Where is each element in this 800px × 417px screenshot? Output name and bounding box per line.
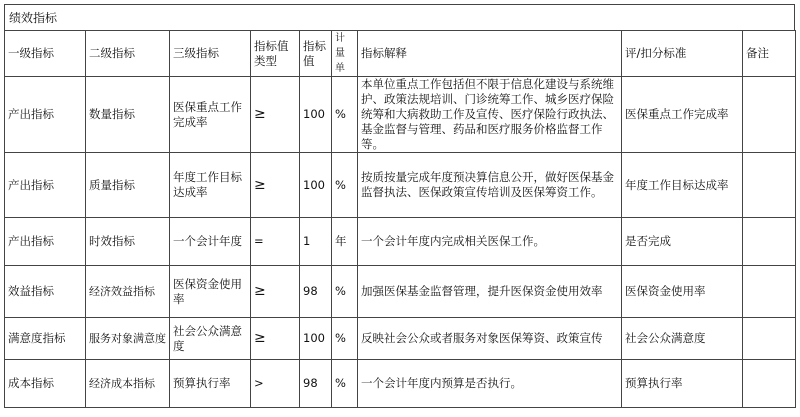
cell-unit: % <box>332 318 358 360</box>
cell-remarks <box>743 77 796 153</box>
cell-scoring: 预算执行率 <box>622 360 743 408</box>
cell-level2: 经济效益指标 <box>86 266 170 318</box>
cell-level2: 质量指标 <box>86 153 170 218</box>
table-row <box>5 318 796 360</box>
cell-remarks <box>743 153 796 218</box>
header-scoring: 评/扣分标准 <box>622 31 743 77</box>
cell-level1: 成本指标 <box>5 360 86 408</box>
cell-level3: 医保资金使用率 <box>170 266 251 318</box>
cell-value-type: ≥ <box>251 77 300 153</box>
cell-level3: 医保重点工作完成率 <box>170 77 251 153</box>
cell-level2: 服务对象满意度 <box>86 318 170 360</box>
cell-remarks <box>743 318 796 360</box>
header-value: 指标值 <box>300 31 332 77</box>
cell-remarks <box>743 360 796 408</box>
cell-value: 98 <box>300 266 332 318</box>
cell-value-type: ≥ <box>251 318 300 360</box>
cell-value-type: = <box>251 218 300 266</box>
cell-level3: 社会公众满意度 <box>170 318 251 360</box>
cell-scoring: 社会公众满意度 <box>622 318 743 360</box>
cell-explanation: 一个会计年度内预算是否执行。 <box>358 360 622 408</box>
cell-level1: 产出指标 <box>5 77 86 153</box>
cell-scoring: 医保重点工作完成率 <box>622 77 743 153</box>
header-level3: 三级指标 <box>170 31 251 77</box>
cell-level2: 经济成本指标 <box>86 360 170 408</box>
cell-level1: 产出指标 <box>5 218 86 266</box>
cell-remarks <box>743 218 796 266</box>
cell-unit: 年 <box>332 218 358 266</box>
table-row <box>5 153 796 218</box>
cell-unit: % <box>332 266 358 318</box>
table-row <box>5 266 796 318</box>
cell-level1: 效益指标 <box>5 266 86 318</box>
header-value-type: 指标值类型 <box>251 31 300 77</box>
cell-value: 98 <box>300 360 332 408</box>
header-unit: 计量单 <box>332 31 358 77</box>
cell-scoring: 是否完成 <box>622 218 743 266</box>
cell-level1: 满意度指标 <box>5 318 86 360</box>
cell-explanation: 本单位重点工作包括但不限于信息化建设与系统维护、政策法规培训、门诊统筹工作、城乡医疗保险统筹和大病救助工作及宣传、医疗保险行政执法、基金监督与管理、药品和医疗服务价格监督工作等。 <box>358 77 622 153</box>
header-explanation: 指标解释 <box>358 31 622 77</box>
header-level2: 二级指标 <box>86 31 170 77</box>
table-row <box>5 218 796 266</box>
header-level1: 一级指标 <box>5 31 86 77</box>
cell-level3: 年度工作目标达成率 <box>170 153 251 218</box>
table-row <box>5 360 796 408</box>
table-title: 绩效指标 <box>4 4 795 30</box>
cell-unit: % <box>332 153 358 218</box>
cell-level2: 时效指标 <box>86 218 170 266</box>
cell-value: 1 <box>300 218 332 266</box>
cell-value-type: ≥ <box>251 153 300 218</box>
cell-unit: % <box>332 77 358 153</box>
cell-explanation: 一个会计年度内完成相关医保工作。 <box>358 218 622 266</box>
cell-scoring: 医保资金使用率 <box>622 266 743 318</box>
indicators-table <box>4 30 796 408</box>
performance-indicators-sheet <box>4 4 795 408</box>
cell-explanation: 反映社会公众或者服务对象医保筹资、政策宣传 <box>358 318 622 360</box>
cell-level3: 预算执行率 <box>170 360 251 408</box>
cell-value: 100 <box>300 318 332 360</box>
cell-value: 100 <box>300 153 332 218</box>
cell-remarks <box>743 266 796 318</box>
cell-level3: 一个会计年度 <box>170 218 251 266</box>
cell-value: 100 <box>300 77 332 153</box>
cell-scoring: 年度工作目标达成率 <box>622 153 743 218</box>
cell-value-type: > <box>251 360 300 408</box>
cell-level2: 数量指标 <box>86 77 170 153</box>
header-remarks: 备注 <box>743 31 796 77</box>
cell-value-type: ≥ <box>251 266 300 318</box>
cell-level1: 产出指标 <box>5 153 86 218</box>
table-row <box>5 77 796 153</box>
header-row <box>5 31 796 77</box>
cell-explanation: 按质按量完成年度预决算信息公开，做好医保基金监督执法、医保政策宣传培训及医保筹资工作。 <box>358 153 622 218</box>
cell-unit: % <box>332 360 358 408</box>
cell-explanation: 加强医保基金监督管理，提升医保资金使用效率 <box>358 266 622 318</box>
